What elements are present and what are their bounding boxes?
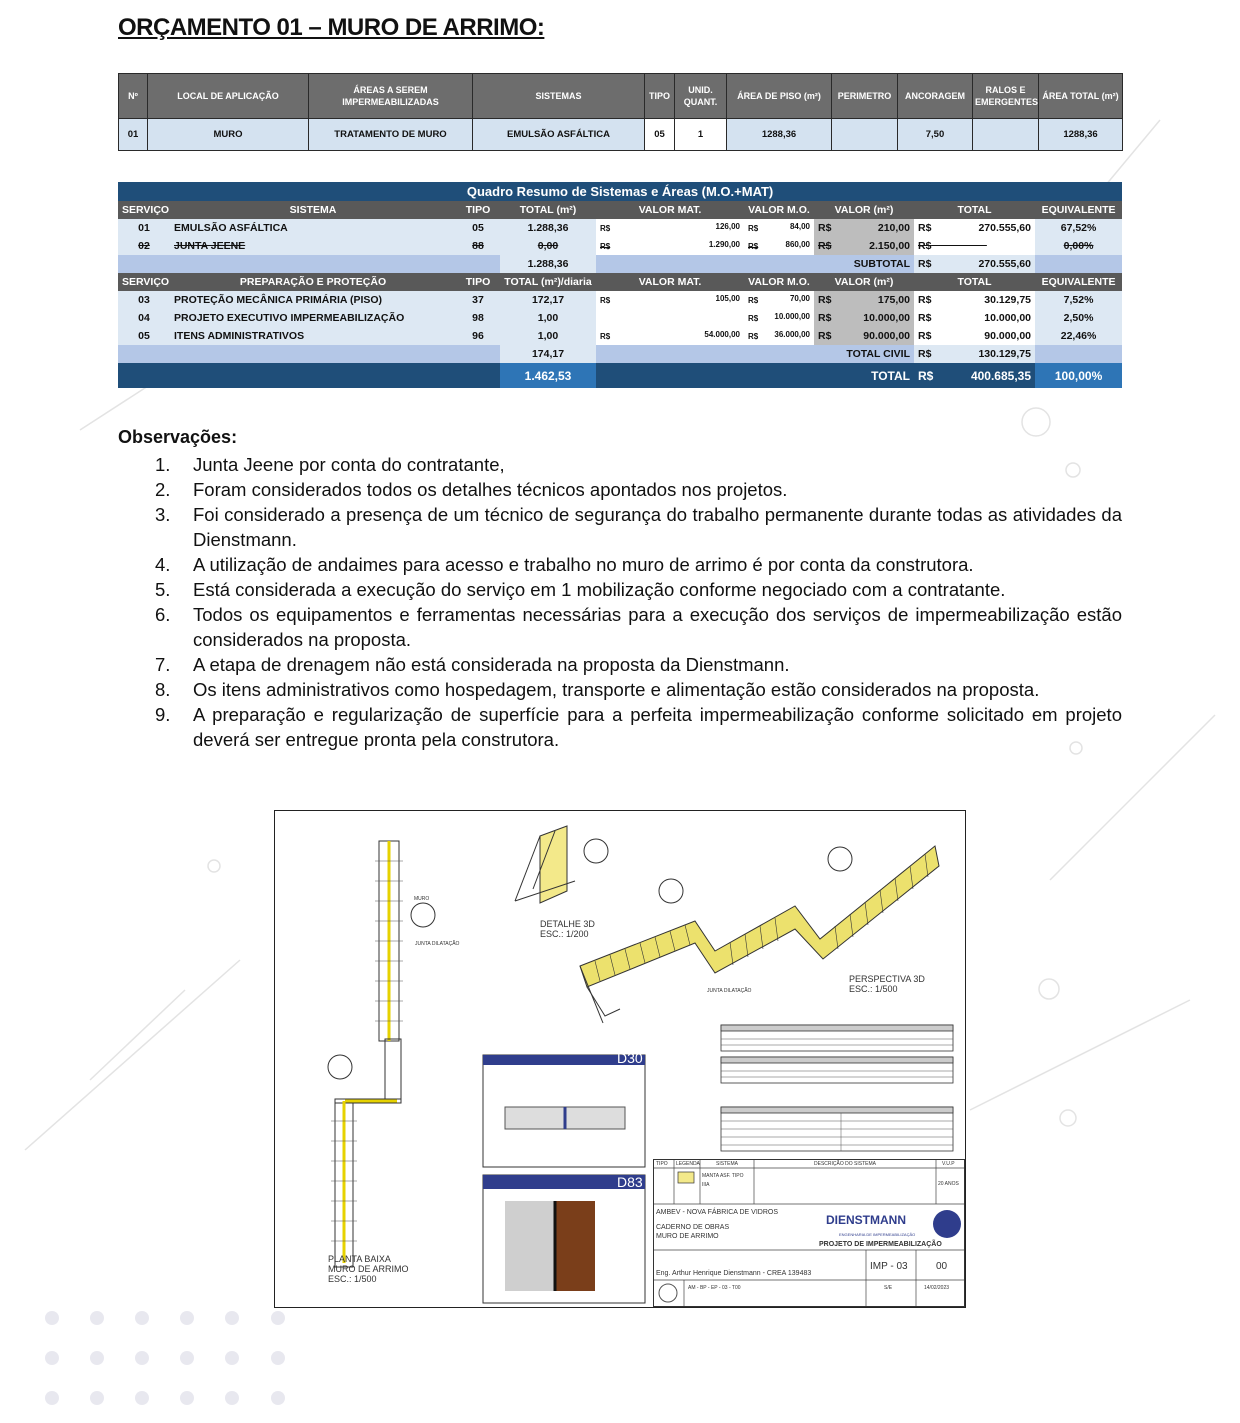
currency: R$ [918,258,932,270]
cell-vm2: 210,00 [877,222,910,234]
tb-project: PROJETO DE IMPERMEABILIZAÇÃO [819,1241,942,1248]
tb-client-3: MURO DE ARRIMO [656,1233,719,1240]
cell-equiv: 0,00% [1035,237,1122,255]
item-number: 7. [155,654,171,675]
title-block [653,1159,965,1307]
cell-area: 1.288,36 [500,219,596,237]
subtotal-value: 270.555,60 [978,258,1031,270]
perspective-scale: ESC.: 1/500 [849,984,898,994]
grand-total-label: TOTAL [814,363,914,388]
cell: TRATAMENTO DE MURO [309,119,473,151]
cell-area: 1,00 [500,327,596,345]
currency: R$ [818,240,832,252]
col-header: VALOR MAT. [596,201,744,219]
tb-header: DESCRIÇÃO DO SISTEMA [814,1161,876,1167]
currency: R$ [818,312,832,324]
cell-mat: 54.000,00 [704,330,740,339]
cell-total: 270.555,60 [978,222,1031,234]
tb-client-2: CADERNO DE OBRAS [656,1224,730,1231]
col-header: TIPO [645,74,675,119]
col-header: SERVIÇO [118,273,170,291]
currency: R$ [918,348,932,360]
cell-type: 96 [456,327,500,345]
cell-mo: 10.000,00 [774,312,810,321]
cell: MURO [148,119,309,151]
grand-total-row [118,363,1122,388]
tb-header: LEGENDA [676,1161,700,1167]
col-header: RALOS E EMERGENTES [973,74,1039,119]
currency: R$ [918,368,934,383]
cell-serv: 01 [118,219,170,237]
col-header: VALOR (m²) [814,201,914,219]
cell-type: 37 [456,291,500,309]
list-item [118,577,1122,602]
tb-rev: 00 [936,1261,948,1272]
cell-total: 30.129,75 [984,294,1031,306]
item-number: 8. [155,679,171,700]
cell-mat: 1.290,00 [708,240,740,249]
col-header: VALOR (m²) [814,273,914,291]
tb-scale: S/E [884,1285,893,1291]
tb-header: SISTEMA [716,1161,738,1167]
tb-header: V.U.P [942,1161,955,1167]
col-header: TIPO [456,273,500,291]
col-header: TOTAL [914,273,1035,291]
total-civil-value: 130.129,75 [978,348,1031,360]
currency: R$ [748,296,759,305]
col-header: TOTAL (m²) [500,201,596,219]
item-number: 9. [155,704,171,725]
col-header: ÁREA DE PISO (m²) [727,74,832,119]
col-header: Nº [119,74,148,119]
list-item [118,452,1122,477]
subtotal-row [118,255,1122,273]
technical-drawing [274,810,966,1308]
cell [973,119,1039,151]
tb-vup: 20 ANOS [938,1181,959,1187]
col-header: VALOR M.O. [744,273,814,291]
list-item [118,652,1122,677]
grand-total-equiv: 100,00% [1035,363,1122,388]
item-text: Está considerada a execução do serviço em 1 mobilização conforme negociado com a contratante. [193,579,1006,600]
cell: EMULSÃO ASFÁLTICA [473,119,645,151]
cell-serv: 03 [118,291,170,309]
subtotal-area: 1.288,36 [500,255,596,273]
currency: R$ [918,312,932,324]
cell: 1288,36 [727,119,832,151]
currency: R$ [818,330,832,342]
muro-label: MURO [414,896,430,902]
item-text: A etapa de drenagem não está considerada na proposta da Dienstmann. [193,654,790,675]
currency: R$ [748,332,759,341]
currency: R$ [748,314,759,323]
cell: 01 [119,119,148,151]
item-number: 5. [155,579,171,600]
tb-brand-sub: ENGENHARIA DE IMPERMEABILIZAÇÃO [839,1232,916,1237]
currency: R$ [600,242,611,251]
budget-table [118,73,1123,151]
col-header: EQUIVALENTE [1035,201,1122,219]
observations-list [118,452,1122,752]
cell-type: 05 [456,219,500,237]
cell-mat: 126,00 [715,222,740,231]
cell-vm2: 2.150,00 [869,240,910,252]
grand-total-area: 1.462,53 [500,363,596,388]
cell-system: EMULSÃO ASFÁLTICA [170,219,456,237]
currency: R$ [818,222,832,234]
col-header: SERVIÇO [118,201,170,219]
col-header: LOCAL DE APLICAÇÃO [148,74,309,119]
cell-system: PROJETO EXECUTIVO IMPERMEABILIZAÇÃO [170,309,456,327]
cell-mat: 105,00 [715,294,740,303]
currency: R$ [918,294,932,306]
list-item [118,502,1122,552]
cell: 7,50 [898,119,973,151]
total-civil-row [118,345,1122,363]
list-item [118,477,1122,502]
cell-system: ITENS ADMINISTRATIVOS [170,327,456,345]
currency: R$ [600,332,611,341]
cell-type: 88 [456,237,500,255]
cell: 05 [645,119,675,151]
tb-client: AMBEV - NOVA FÁBRICA DE VIDROS [656,1209,779,1216]
currency: R$ [918,330,932,342]
detail-d83-code: D83 [617,1174,643,1190]
col-header: TOTAL [914,201,1035,219]
summary-table [118,182,1122,388]
cell-area: 0,00 [500,237,596,255]
list-item [118,602,1122,652]
list-item [118,552,1122,577]
cell-total: 90.000,00 [984,330,1031,342]
currency: R$ [918,222,932,234]
col-header: VALOR M.O. [744,201,814,219]
tb-header: TIPO [656,1161,668,1167]
col-header: VALOR MAT. [596,273,744,291]
detail-3d-scale: ESC.: 1/200 [540,929,589,939]
perspective-label: PERSPECTIVA 3D [849,974,925,984]
subtotal-label: SUBTOTAL [814,255,914,273]
item-number: 6. [155,604,171,625]
item-text: Todos os equipamentos e ferramentas necessárias para a execução dos serviços de impermeabilização estão considerados na proposta. [193,604,1122,650]
detail-d30-code: D30 [617,1050,643,1066]
currency: R$ [600,224,611,233]
cell-mo: 70,00 [789,294,810,303]
cell-mo: 84,00 [789,222,810,231]
detail-3d-label: DETALHE 3D [540,919,595,929]
tb-date: 14/02/2023 [924,1285,950,1291]
cell-serv: 04 [118,309,170,327]
table-row [118,291,1122,309]
col-header: SISTEMA [170,201,456,219]
list-item [118,702,1122,752]
item-text: A preparação e regularização de superfície para a perfeita impermeabilização conforme solicitado em projeto deverá ser entregue pronta pela construtora. [193,704,1122,750]
table-row [118,309,1122,327]
cell: 1 [675,119,727,151]
item-number: 3. [155,504,171,525]
currency: R$ [918,240,932,252]
summary-caption: Quadro Resumo de Sistemas e Áreas (M.O.+MAT) [118,182,1122,201]
grand-total-value: 400.685,35 [970,368,1031,383]
total-civil-area: 174,17 [500,345,596,363]
cell-equiv: 2,50% [1035,309,1122,327]
table-row [118,327,1122,345]
item-number: 2. [155,479,171,500]
tb-system: MANTA ASF. TIPO IIIA [702,1173,744,1188]
tb-sheet: IMP - 03 [870,1261,908,1272]
total-civil-label: TOTAL CIVIL [814,345,914,363]
plan-scale: ESC.: 1/500 [328,1274,377,1284]
cell-total: 10.000,00 [984,312,1031,324]
item-text: Os itens administrativos como hospedagem, transporte e alimentação estão considerados na proposta. [193,679,1040,700]
col-header: UNID. QUANT. [675,74,727,119]
cell-mo: 36.000,00 [774,330,810,339]
table-row [118,237,1122,255]
item-text: Foram considerados todos os detalhes técnicos apontados nos projetos. [193,479,788,500]
table-row [119,119,1123,151]
cell: 1288,36 [1039,119,1123,151]
currency: R$ [748,224,759,233]
col-header: PREPARAÇÃO E PROTEÇÃO [170,273,456,291]
cell [832,119,898,151]
currency: R$ [600,296,611,305]
cell-equiv: 7,52% [1035,291,1122,309]
item-text: Foi considerado a presença de um técnico de segurança do trabalho permanente durante todas as atividades da Dienstmann. [193,504,1122,550]
junta-label: JUNTA DILATAÇÃO [415,941,460,947]
col-header: ÁREA TOTAL (m²) [1039,74,1123,119]
cell-vm2: 90.000,00 [863,330,910,342]
currency: R$ [818,294,832,306]
tb-brand-logo: DIENSTMANN [826,1213,906,1227]
col-header: TOTAL (m²)/diaria [500,273,596,291]
plan-label-2: MURO DE ARRIMO [328,1264,409,1274]
list-item [118,677,1122,702]
observations-title: Observações: [118,427,238,447]
col-header: EQUIVALENTE [1035,273,1122,291]
cell-equiv: 67,52% [1035,219,1122,237]
plan-label: PLANTA BAIXA [328,1254,391,1264]
junta-label-perspective: JUNTA DILATAÇÃO [707,988,752,994]
item-number: 4. [155,554,171,575]
summary-header [118,201,1122,219]
item-text: Junta Jeene por conta do contratante, [193,454,505,475]
cell-vm2: 175,00 [877,294,910,306]
tb-code: AM - BP - EP - 03 - T00 [688,1285,741,1291]
cell-equiv: 22,46% [1035,327,1122,345]
cell-type: 98 [456,309,500,327]
cell-area: 1,00 [500,309,596,327]
page-title: ORÇAMENTO 01 – MURO DE ARRIMO: [118,14,545,41]
col-header: PERIMETRO [832,74,898,119]
cell-serv: 05 [118,327,170,345]
item-number: 1. [155,454,171,475]
col-header: ANCORAGEM [898,74,973,119]
cell-vm2: 10.000,00 [863,312,910,324]
cell-serv: 02 [118,237,170,255]
cell-mo: 860,00 [785,240,810,249]
summary-header [118,273,1122,291]
budget-table-header [119,74,1123,119]
tb-engineer: Eng. Arthur Henrique Dienstmann - CREA 139483 [656,1270,812,1277]
col-header: SISTEMAS [473,74,645,119]
table-row [118,219,1122,237]
cell-system: PROTEÇÃO MECÂNICA PRIMÁRIA (PISO) [170,291,456,309]
item-text: A utilização de andaimes para acesso e trabalho no muro de arrimo é por conta da construtora. [193,554,974,575]
col-header: TIPO [456,201,500,219]
cell-area: 172,17 [500,291,596,309]
currency: R$ [748,242,759,251]
col-header: ÁREAS A SEREM IMPERMEABILIZADAS [309,74,473,119]
cell-system: JUNTA JEENE [170,237,456,255]
